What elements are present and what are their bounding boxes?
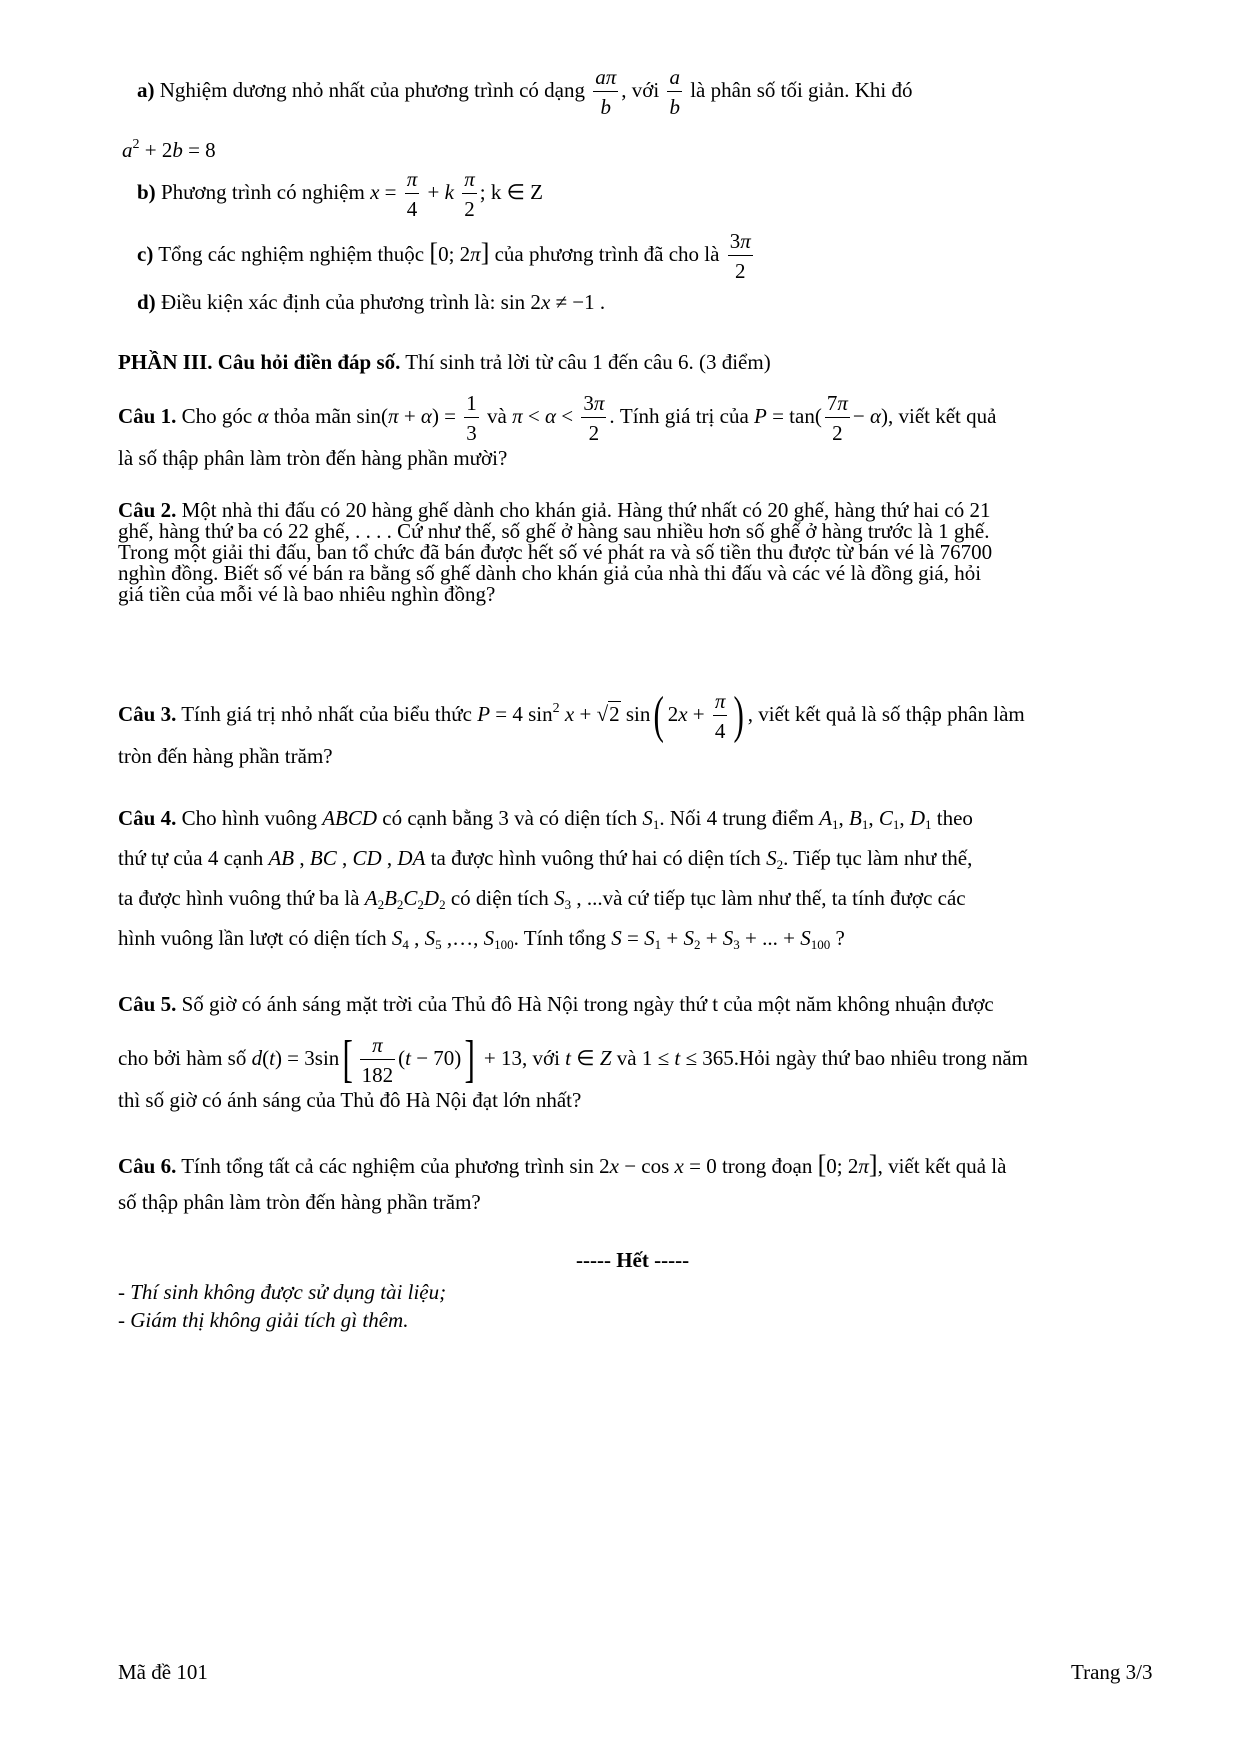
question-4-line2: thứ tự của 4 cạnh AB , BC , CD , DA ta được hình vuông thứ hai có diện tích $S_2$. Tiếp tục làm như thế, <box>118 846 973 872</box>
question-5-line1: Câu 5. Số giờ có ánh sáng mặt trời của Thủ đô Hà Nội trong ngày thứ t của một năm không nhuận được <box>118 992 994 1016</box>
end-title: ----- Hết ----- <box>576 1248 690 1272</box>
end-note-2: - Giám thị không giải tích gì thêm. <box>118 1308 409 1332</box>
footer-exam-code: Mã đề 101 <box>118 1660 208 1684</box>
item-b: b) Phương trình có nghiệm x = $\frac{\pi}{4}$ + k $\frac{\pi}{2}$ ; k ∈ Z <box>137 167 543 222</box>
part3-heading: PHẦN III. Câu hỏi điền đáp số. Thí sinh trả lời từ câu 1 đến câu 6. (3 điểm) <box>118 350 771 374</box>
item-d: d) Điều kiện xác định của phương trình là: sin 2x ≠ −1 . <box>137 290 606 314</box>
question-5-line2: cho bởi hàm số d(t) = 3sin[ $\frac{\pi}{182}$ (t − 70)] + 13, với t ∈ Z và 1 ≤ t ≤ 365.Hỏi ngày thứ bao nhiêu trong năm <box>118 1031 1028 1089</box>
question-2: Câu 2. Một nhà thi đấu có 20 hàng ghế dành cho khán giả. Hàng thứ nhất có 20 ghế, hàng thứ hai có 21 ghế, hàng thứ ba có 22 ghế, . . . . Cứ như thế, số ghế ở hàng sau nhiều hơn số ghế ở hàng trước là 1 ghế. Trong một giải thi đấu, ban tổ chức đã bán được hết số vé phát ra và số tiền thu được từ bán vé là 76700 nghìn đồng. Biết số vé bán ra bằng số ghế dành cho khán giả của nhà thi đấu và các vé là đồng giá, hỏi giá tiền của mỗi vé là bao nhiêu nghìn đồng? <box>118 498 993 606</box>
question-4-line3: ta được hình vuông thứ ba là $A_2B_2C_2D_2$ có diện tích $S_3$ , ...và cứ tiếp tục làm như thế, ta tính được các <box>118 886 966 912</box>
question-3-line1: Câu 3. Tính giá trị nhỏ nhất của biểu thức P = 4 $\sin^2 x + √2$ sin( 2x + $\frac{\pi}{4}$ ) , viết kết quả là số thập phân làm <box>118 687 1025 745</box>
question-3-line2: tròn đến hàng phần trăm? <box>118 744 333 768</box>
footer-page-number: Trang 3/3 <box>1071 1660 1153 1684</box>
question-1-line2: là số thập phân làm tròn đến hàng phần mười? <box>118 446 508 470</box>
question-6-line2: số thập phân làm tròn đến hàng phần trăm? <box>118 1190 481 1214</box>
item-a-line1: a) Nghiệm dương nhỏ nhất của phương trình có dạng $\frac{a\pi}{b}$ , với $\frac{a}{b}$ là phân số tối giản. Khi đó <box>137 65 913 120</box>
end-note-1: - Thí sinh không được sử dụng tài liệu; <box>118 1280 447 1304</box>
question-4-line4: hình vuông lần lượt có diện tích $S_4$ , $S_5$ ,…, $S_{100}$. Tính tổng $S = S_1 + S_2 + S_3$ + ... + $S_{100}$ ? <box>118 926 845 952</box>
item-a-line2: $a^2 + 2b = 8$ <box>122 137 216 162</box>
question-5-line3: thì số giờ có ánh sáng của Thủ đô Hà Nội đạt lớn nhất? <box>118 1088 582 1112</box>
question-6-line1: Câu 6. Tính tổng tất cả các nghiệm của phương trình sin 2x − cos x = 0 trong đoạn [0; 2π], viết kết quả là <box>118 1150 1007 1179</box>
item-c: c) Tổng các nghiệm nghiệm thuộc [0; 2π] của phương trình đã cho là $\frac{3\pi}{2}$ <box>137 229 751 284</box>
question-4-line1: Câu 4. Cho hình vuông ABCD có cạnh bằng 3 và có diện tích $S_1$. Nối 4 trung điểm $A_1$, $B_1$, $C_1$, $D_1$ theo <box>118 806 973 832</box>
question-1-line1: Câu 1. Cho góc α thỏa mãn sin(π + α) = $\frac{1}{3}$ và π < α < $\frac{3\pi}{2}$ . Tính giá trị của P = tan( $\frac{7\pi}{2}$ − α), viết kết quả <box>118 391 997 446</box>
